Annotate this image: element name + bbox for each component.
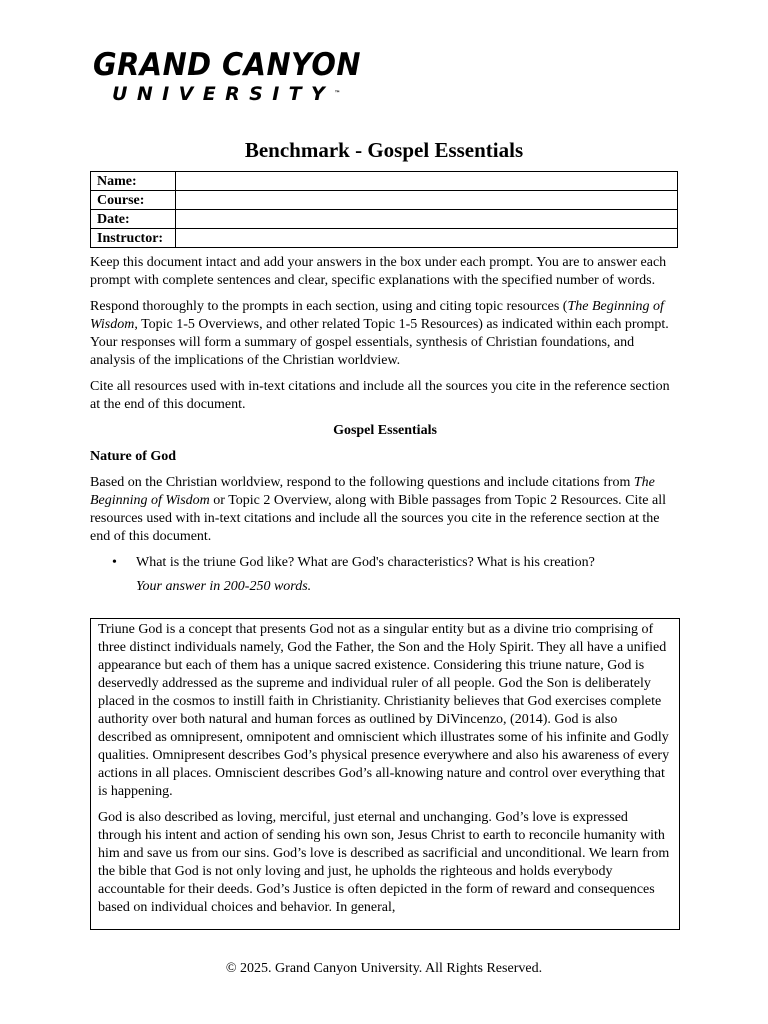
name-label: Name: bbox=[91, 172, 176, 191]
word-count-hint: Your answer in 200-250 words. bbox=[136, 579, 312, 594]
subsection-heading: Nature of God bbox=[90, 449, 177, 464]
university-logo bbox=[93, 47, 361, 106]
course-field[interactable] bbox=[176, 191, 678, 210]
table-row bbox=[91, 210, 678, 229]
course-label: Course: bbox=[91, 191, 176, 210]
document-body bbox=[90, 254, 680, 604]
intro-paragraph-1: Keep this document intact and add your answers in the box under each prompt. You are to answer each prompt with complete sentences and clear, specific explanations with the specified number of words. bbox=[90, 255, 667, 288]
table-row bbox=[91, 191, 678, 210]
intro-p2-end: , Topic 1-5 Overviews, and other related Topic 1-5 Resources) as indicated within each prompt. Your responses will form a summary of gospel essentials, synthesis of Christian foundations, and analysis of the implications of the Christian worldview. bbox=[90, 317, 669, 368]
copyright-footer: © 2025. Grand Canyon University. All Rights Reserved. bbox=[225, 961, 543, 976]
answer-paragraph-1: Triune God is a concept that presents God not as a singular entity but as a divine trio comprising of three distinct individuals namely, God the Father, the Son and the Holy Spirit. They all have a unified appearance but each of them has a unique sacred existence. Considering this triune nature, God is deservedly addressed as the supreme and individual ruler of all people. God the Son is deliberately placed in the cosmos to instill faith in Christianity. Christianity believes that God exercises complete authority over both natural and human forces as outlined by DiVincenzo, (2014). God is also described as omnipresent, omnipotent and omniscient which illustrates some of his infinite and Godly qualities. Omnipresent describes God’s physical presence everywhere and also his awareness of every actions in all places. Omniscient describes God’s all-knowing nature and control over everything that is happening. bbox=[98, 622, 670, 799]
name-field[interactable] bbox=[176, 172, 678, 191]
student-info-table bbox=[90, 171, 678, 248]
book-title: The Beginning of Wisdom bbox=[90, 475, 655, 508]
intro-p2-start: Respond thoroughly to the prompts in each section, using and citing topic resources ( bbox=[90, 299, 568, 314]
nature-intro-start: Based on the Christian worldview, respond to the following questions and include citations from bbox=[90, 475, 634, 490]
logo-wordmark-bottom bbox=[93, 82, 355, 106]
date-field[interactable] bbox=[176, 210, 678, 229]
date-label: Date: bbox=[91, 210, 176, 229]
logo-wordmark-bottom-text: UNIVERSITY bbox=[112, 83, 335, 105]
bullet-icon: • bbox=[112, 555, 117, 570]
answer-box[interactable] bbox=[90, 618, 680, 930]
table-row bbox=[91, 172, 678, 191]
table-row bbox=[91, 229, 678, 248]
instructor-label: Instructor: bbox=[91, 229, 176, 248]
nature-of-god-instructions bbox=[90, 474, 680, 546]
logo-trademark: ™ bbox=[334, 90, 341, 97]
book-title: The Beginning of Wisdom bbox=[90, 299, 664, 332]
logo-wordmark-top: GRAND CANYON bbox=[93, 47, 361, 83]
prompt-question: What is the triune God like? What are God's characteristics? What is his creation? bbox=[136, 555, 595, 570]
prompt-bullet bbox=[90, 554, 680, 572]
answer-paragraph-2: God is also described as loving, merciful, just eternal and unchanging. God’s love is expressed through his intent and action of sending his own son, Jesus Christ to earth to reconcile humanity with him and save us from our sins. God’s love is described as sacrificial and unconditional. We learn from the bible that God is not only loving and just, he upholds the righteous and holds everybody accountable for their deeds. God’s Justice is often depicted in the form of reward and consequences based on individual choices and behavior. In general, bbox=[98, 810, 670, 915]
nature-intro-end: or Topic 2 Overview, along with Bible passages from Topic 2 Resources. Cite all resources used with in-text citations and include all the sources you cite in the reference section at the end of this document. bbox=[90, 493, 666, 544]
document-title: Benchmark - Gospel Essentials bbox=[244, 138, 524, 162]
instructor-field[interactable] bbox=[176, 229, 678, 248]
intro-paragraph-2 bbox=[90, 298, 680, 370]
intro-paragraph-3: Cite all resources used with in-text citations and include all the sources you cite in the reference section at the end of this document. bbox=[90, 379, 670, 412]
section-heading: Gospel Essentials bbox=[333, 423, 437, 438]
